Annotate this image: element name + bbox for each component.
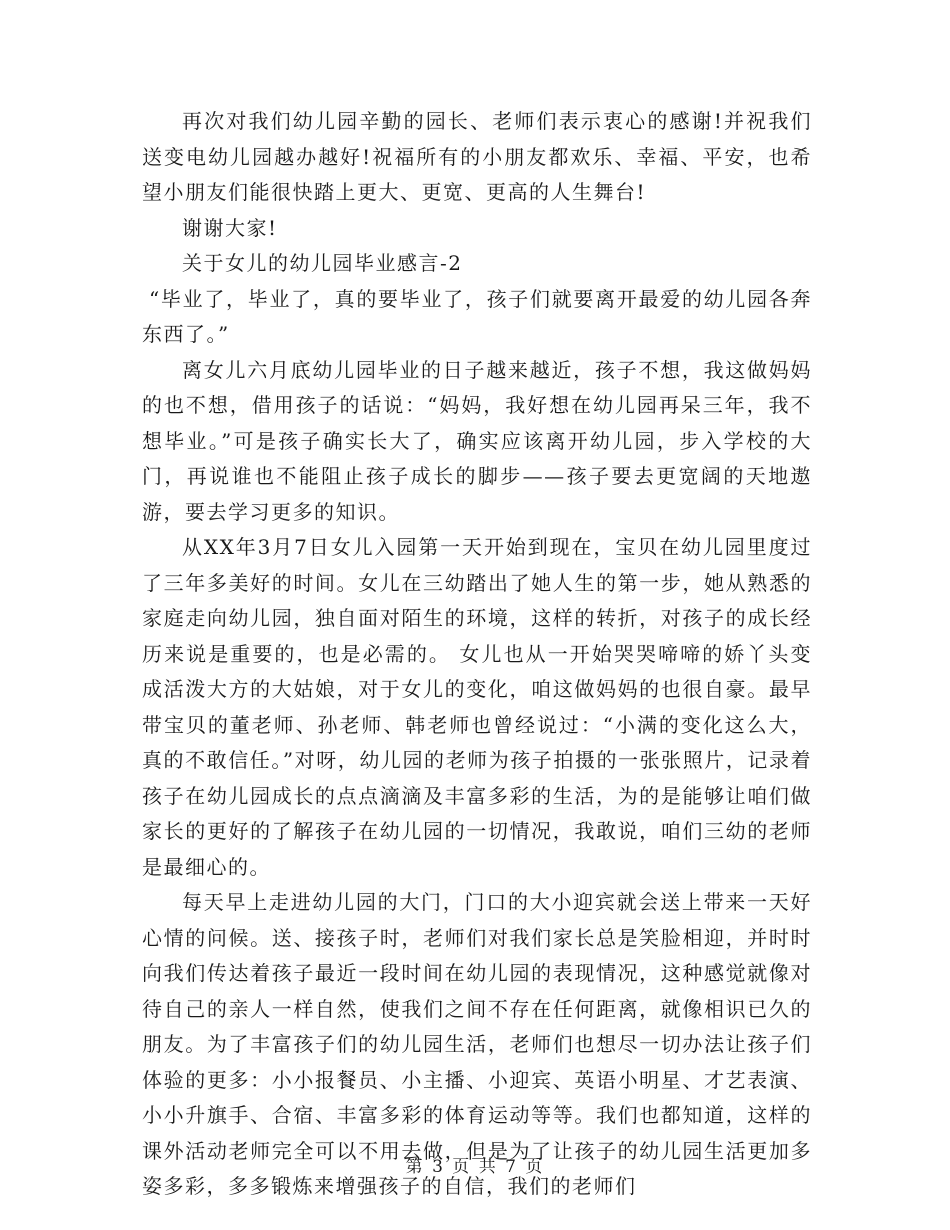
paragraph-quote: “毕业了，毕业了，真的要毕业了，孩子们就要离开最爱的幼儿园各奔东西了。” xyxy=(142,286,812,346)
paragraph-graduation-approaching: 离女儿六月底幼儿园毕业的日子越来越近，孩子不想，我这做妈妈的也不想，借用孩子的话说：“妈妈，我好想在幼儿园再呆三年，我不想毕业。”可是孩子确实长大了，确实应该离开幼儿园，步入学校的大门，再说谁也不能阻止孩子成长的脚步——孩子要去更宽阔的天地遨游，要去学习更多的知识。 xyxy=(142,357,812,524)
paragraph-thank-everyone: 谢谢大家! xyxy=(182,215,278,240)
paragraph-daily-life: 每天早上走进幼儿园的大门，门口的大小迎宾就会送上带来一天好心情的问候。送、接孩子时，老师们对我们家长总是笑脸相迎，并时时向我们传达着孩子最近一段时间在幼儿园的表现情况，这种感觉就像对待自己的亲人一样自然，使我们之间不存在任何距离，就像相识已久的朋友。为了丰富孩子们的幼儿园生活，老师们也想尽一切办法让孩子们体验的更多：小小报餐员、小主播、小迎宾、英语小明星、才艺表演、小小升旗手、合宿、丰富多彩的体育运动等等。我们也都知道，这样的课外活动老师完全可以不用去做，但是为了让孩子的幼儿园生活更加多姿多彩，多多锻炼来增强孩子的自信，我们的老师们 xyxy=(142,890,812,1198)
page-number-footer: 第 3 页 共 7 页 xyxy=(405,1157,545,1177)
section-heading: 关于女儿的幼儿园毕业感言-2 xyxy=(182,251,463,275)
paragraph-closing-thanks: 再次对我们幼儿园辛勤的园长、老师们表示衷心的感谢!并祝我们送变电幼儿园越办越好!祝福所有的小朋友都欢乐、幸福、平安，也希望小朋友们能很快踏上更大、更宽、更高的人生舞台! xyxy=(142,109,812,204)
paragraph-three-years: 从XX年3月7日女儿入园第一天开始到现在，宝贝在幼儿园里度过了三年多美好的时间。女儿在三幼踏出了她人生的第一步，她从熟悉的家庭走向幼儿园，独自面对陌生的环境，这样的转折，对孩子的成长经历来说是重要的，也是必需的。 女儿也从一开始哭哭啼啼的娇丫头变成活泼大方的大姑娘，对于女儿的变化，咱这做妈妈的也很自豪。最早带宝贝的董老师、孙老师、韩老师也曾经说过：“小满的变化这么大，真的不敢信任。”对呀，幼儿园的老师为孩子拍摄的一张张照片，记录着孩子在幼儿园成长的点点滴滴及丰富多彩的生活，为的是能够让咱们做家长的更好的了解孩子在幼儿园的一切情况，我敢说，咱们三幼的老师是最细心的。 xyxy=(142,535,812,879)
document-body xyxy=(142,104,812,1205)
